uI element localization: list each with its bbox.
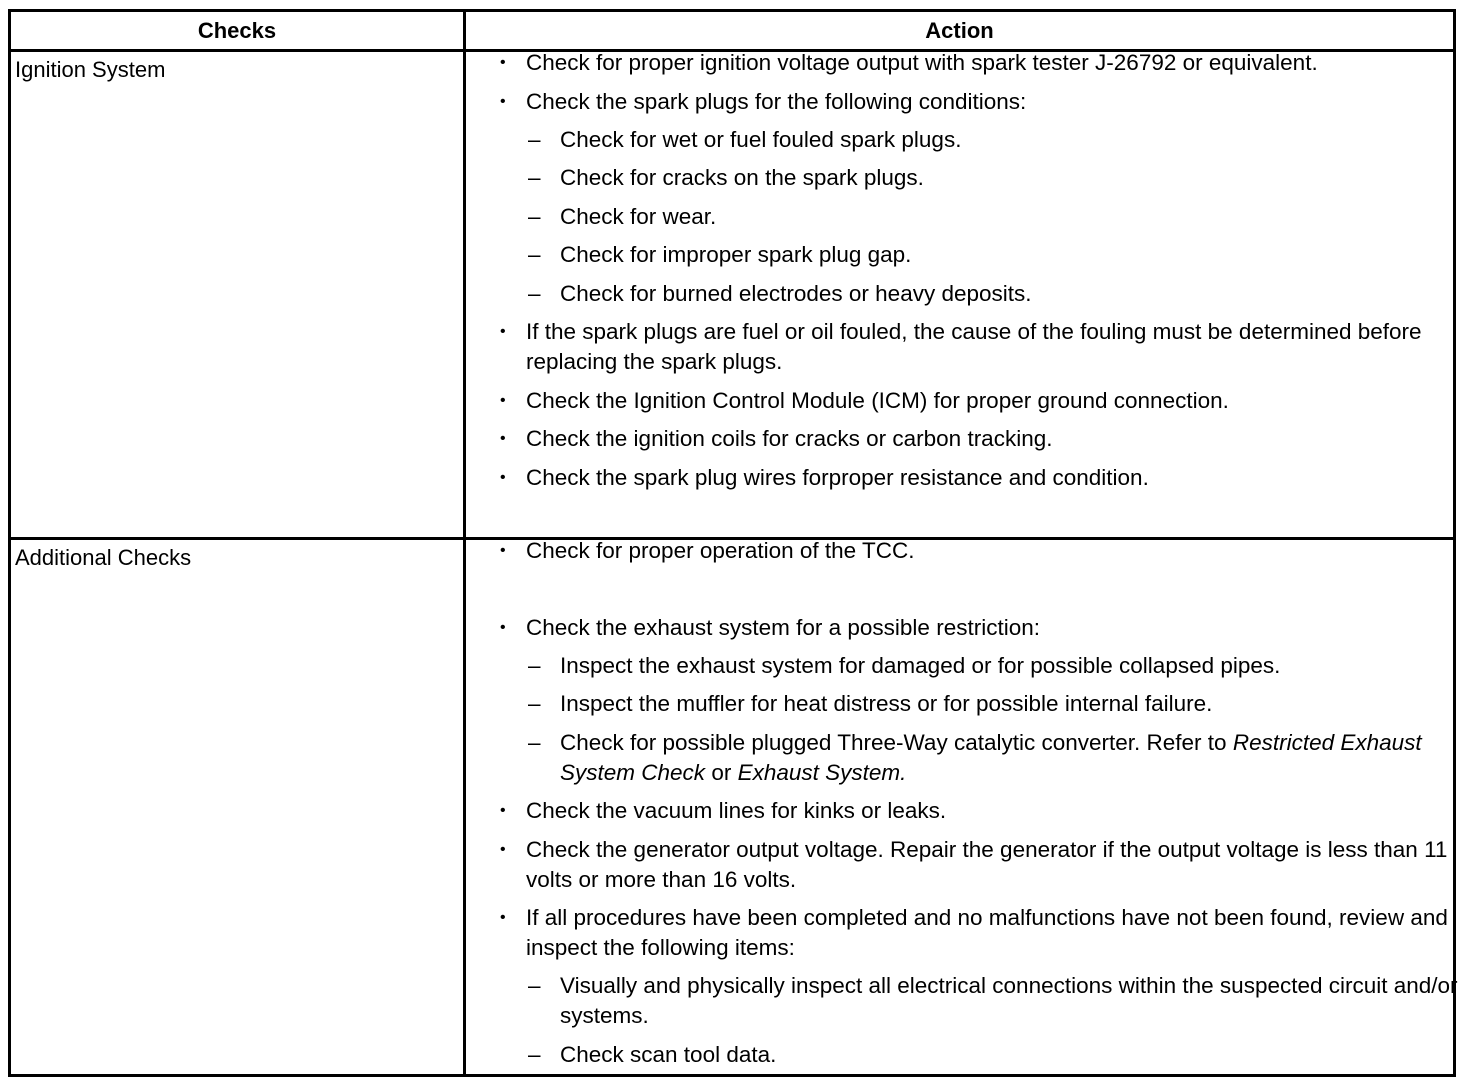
action-subitem: – Inspect the muffler for heat distress or for possible internal failure. (526, 689, 1464, 719)
column-divider (463, 12, 466, 1074)
action-cell-additional (496, 536, 1464, 1078)
action-item: • Check the generator output voltage. Repair the generator if the output voltage is less than 11 volts or more than 16 volts. (496, 835, 1464, 895)
action-subitem: – Inspect the exhaust system for damaged or for possible collapsed pipes. (526, 651, 1464, 681)
action-item: • Check the Ignition Control Module (ICM) for proper ground connection. (496, 386, 1464, 416)
action-subitem: – Check for wet or fuel fouled spark plugs. (526, 125, 1464, 155)
action-item: • Check for proper ignition voltage output with spark tester J-26792 or equivalent. (496, 48, 1464, 78)
action-subitem: – Check for improper spark plug gap. (526, 240, 1464, 270)
action-item: • If the spark plugs are fuel or oil fouled, the cause of the fouling must be determined before replacing the spark plugs. (496, 317, 1464, 377)
action-subitem: – Check for burned electrodes or heavy deposits. (526, 279, 1464, 309)
check-additional-checks: Additional Checks (15, 545, 192, 570)
reference-exhaust-system: Exhaust System (737, 759, 901, 785)
action-item: • Check the spark plugs for the following conditions: – Check for wet or fuel fouled spark plugs. – Check for cracks on the spark plugs. – Check for wear. – Check for improper spark plug gap. – Check for burned electrodes or heavy deposits. (496, 87, 1464, 309)
action-item: • Check the ignition coils for cracks or carbon tracking. (496, 424, 1464, 454)
header-action: Action (925, 17, 994, 43)
check-ignition-system: Ignition System (15, 57, 166, 82)
action-subitem: – Check for possible plugged Three-Way catalytic converter. Refer to Restricted Exhaust System Check or Exhaust System. (526, 728, 1464, 788)
action-item: • If all procedures have been completed and no malfunctions have not been found, review and inspect the following items: – Visually and physically inspect all electrical connections within the suspected circuit and/or systems. – Check scan tool data. (496, 903, 1464, 1070)
action-item: • Check the vacuum lines for kinks or leaks. (496, 796, 1464, 826)
reference-restricted-exhaust: Restricted Exhaust System Check (560, 729, 1422, 785)
header-checks: Checks (197, 17, 277, 43)
action-item: • Check the spark plug wires forproper resistance and condition. (496, 463, 1464, 493)
action-subitem: – Check scan tool data. (526, 1040, 1464, 1070)
action-subitem: – Check for wear. (526, 202, 1464, 232)
action-subitem: – Check for cracks on the spark plugs. (526, 163, 1464, 193)
action-cell-ignition (496, 48, 1464, 501)
action-item: • Check the exhaust system for a possible restriction: – Inspect the exhaust system for damaged or for possible collapsed pipes. – Inspect the muffler for heat distress or for possible internal failure. – Check for possible plugged Three-Way catalytic converter. Refer to Restricted Exhaust System Check or Exhaust System. (496, 613, 1464, 788)
action-item: • Check for proper operation of the TCC. (496, 536, 1464, 604)
action-subitem: – Visually and physically inspect all electrical connections within the suspected circuit and/or systems. (526, 971, 1464, 1031)
